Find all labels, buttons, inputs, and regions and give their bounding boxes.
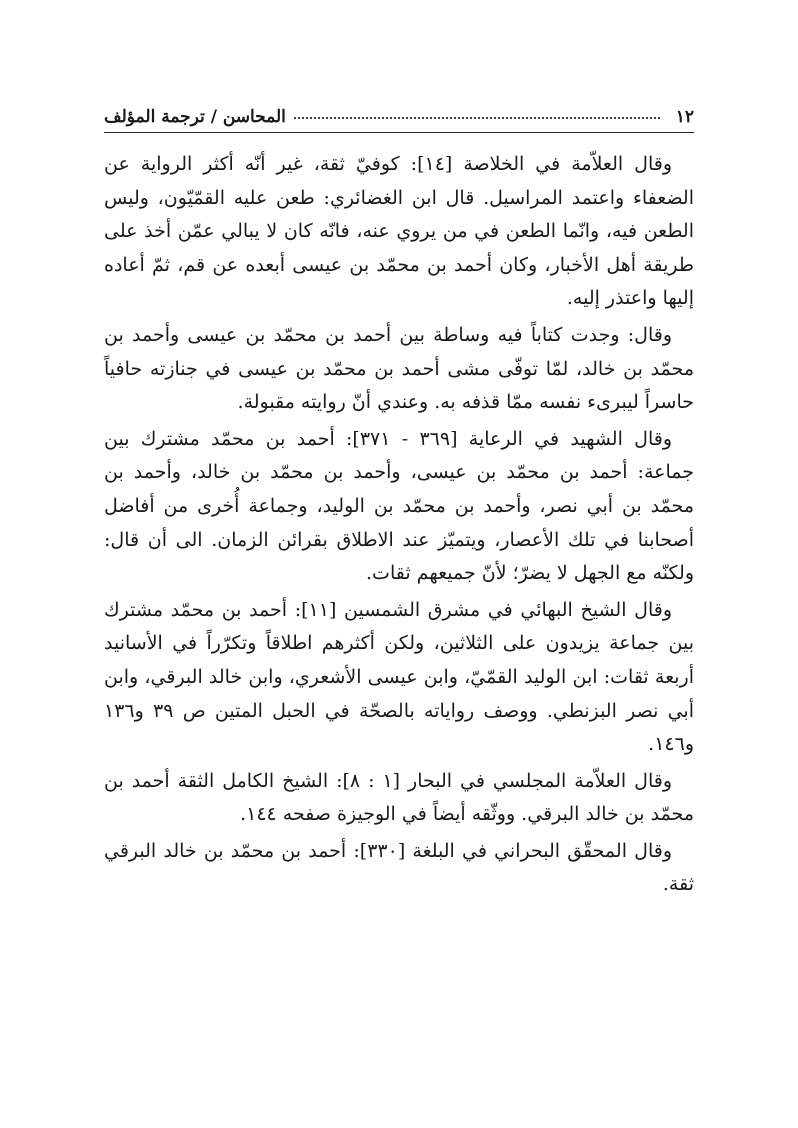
running-header	[104, 102, 694, 133]
page-number: ١٢	[675, 107, 694, 127]
paragraph: وقال الشيخ البهائي في مشرق الشمسين [١١]: أحمد بن محمّد مشترك بين جماعة يزيدون على الثلاثين، ولكن أكثرهم اطلاقاً وتكرّراً في الأسانيد أربعة ثقات: ابن الوليد القمّيّ، وابن عيسى الأشعري، وابن خالد البرقي، وابن أبي نصر البزنطي. ووصف رواياته بالصحّة في الحبل المتين ص ٣٩ و١٣٦ و١٤٦.	[104, 598, 694, 756]
running-title: المحاسن / ترجمة المؤلف	[104, 107, 286, 127]
paragraph: وقال: وجدت كتاباً فيه وساطة بين أحمد بن محمّد بن عيسى وأحمد بن محمّد بن خالد، لمّا توفّى مشى أحمد بن محمّد بن عيسى في جنازته حافياً حاسراً ليبرىء نفسه ممّا قذفه به. وعندي أنّ روايته مقبولة.	[104, 323, 694, 414]
paragraph: وقال الشهيد في الرعاية [٣٦٩ - ٣٧١]: أحمد بن محمّد مشترك بين جماعة: أحمد بن محمّد بن عيسى، وأحمد بن محمّد بن خالد، وأحمد بن محمّد بن أبي نصر، وأحمد بن محمّد بن الوليد، وجماعة أُخرى من أفاضل أصحابنا في تلك الأعصار، ويتميّز عند الاطلاق بقرائن الزمان. الى أن قال: ولكنّه مع الجهل لا يضرّ؛ لأنّ جميعهم ثقات.	[104, 427, 694, 585]
paragraph: وقال العلاّمة المجلسي في البحار [١ : ٨]: الشيخ الكامل الثقة أحمد بن محمّد بن خالد البرقي. ووثّقه أيضاً في الوجيزة صفحه ١٤٤.	[104, 769, 694, 826]
leader-dots	[294, 115, 660, 119]
paragraph: وقال العلاّمة في الخلاصة [١٤]: كوفيّ ثقة، غير أنّه أكثر الرواية عن الضعفاء واعتمد المراسيل. قال ابن الغضائري: طعن عليه القمّيّون، وليس الطعن فيه، وانّما الطعن في من يروي عنه، فانّه كان لا يبالي عمّن أخذ على طريقة أهل الأخبار، وكان أحمد بن محمّد بن عيسى أبعده عن قم، ثمّ أعاده إليها واعتذر إليه.	[104, 153, 694, 310]
page-body	[104, 148, 694, 905]
paragraph: وقال المحقّق البحراني في البلغة [٣٣٠]: أحمد بن محمّد بن خالد البرقي ثقة.	[104, 839, 694, 896]
